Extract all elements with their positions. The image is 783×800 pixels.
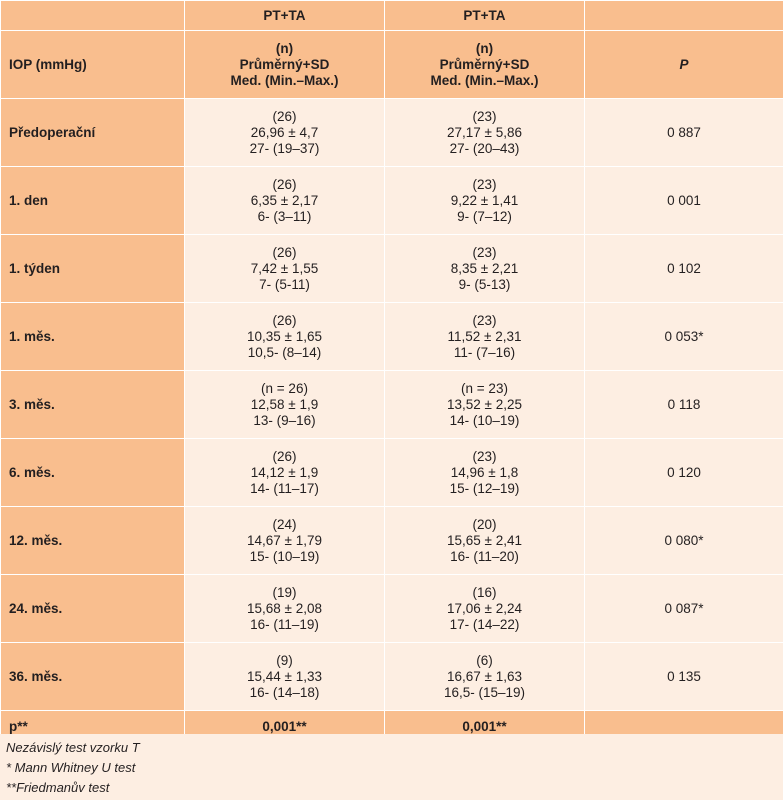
- table-row: [1, 575, 783, 643]
- footer-group1: 0,001**: [185, 711, 385, 743]
- row-label: 1. den: [1, 167, 185, 235]
- cell-median-range: 27- (20–43): [449, 140, 520, 156]
- note-t-test: Nezávislý test vzorku T: [6, 740, 140, 755]
- note-friedman: **Friedmanův test: [6, 780, 110, 795]
- cell-mean-sd: 16,67 ± 1,63: [447, 668, 522, 684]
- cell-median-range: 16- (11–20): [450, 548, 519, 564]
- stats-line-mean: Průměrný+SD: [439, 56, 530, 72]
- cell-mean-sd: 27,17 ± 5,86: [447, 124, 522, 140]
- cell-median-range: 16- (11–19): [250, 616, 319, 632]
- cell-group1: [185, 99, 385, 167]
- cell-median-range: 15- (10–19): [249, 548, 320, 564]
- cell-mean-sd: 13,52 ± 2,25: [447, 396, 522, 412]
- cell-mean-sd: 14,12 ± 1,9: [250, 464, 319, 480]
- cell-median-range: 13- (9–16): [253, 412, 316, 428]
- cell-mean-sd: 7,42 ± 1,55: [250, 260, 319, 276]
- cell-mean-sd: 11,52 ± 2,31: [447, 328, 522, 344]
- cell-median-range: 11- (7–16): [453, 344, 516, 360]
- cell-group2: [385, 575, 585, 643]
- cell-n: (n = 26): [261, 380, 308, 396]
- cell-median-range: 7- (5-11): [259, 276, 310, 292]
- row-label: 24. měs.: [1, 575, 185, 643]
- stats-line-mean: Průměrný+SD: [239, 56, 330, 72]
- cell-group1: [185, 303, 385, 371]
- header-group1: PT+TA: [185, 1, 385, 31]
- footer-label: p**: [1, 711, 185, 743]
- table-row: [1, 303, 783, 371]
- header-p-label: P: [585, 31, 783, 99]
- cell-median-range: 10,5- (8–14): [247, 344, 322, 360]
- cell-group2: [385, 643, 585, 711]
- header-empty-cell: [1, 1, 185, 31]
- data-rows: [1, 99, 783, 711]
- cell-n: (26): [272, 312, 297, 328]
- cell-n: (26): [272, 108, 297, 124]
- table-row: [1, 167, 783, 235]
- cell-n: (n = 23): [461, 380, 508, 396]
- cell-mean-sd: 26,96 ± 4,7: [250, 124, 319, 140]
- cell-median-range: 16- (14–18): [249, 684, 320, 700]
- cell-n: (19): [272, 584, 297, 600]
- cell-median-range: 9- (5-13): [458, 276, 511, 292]
- header-row-groups: [1, 1, 783, 31]
- cell-n: (24): [272, 516, 297, 532]
- cell-p-value: 0 120: [585, 439, 783, 507]
- cell-p-value: 0 135: [585, 643, 783, 711]
- row-label: 1. měs.: [1, 303, 185, 371]
- cell-median-range: 15- (12–19): [449, 480, 520, 496]
- header-row-stats: [1, 31, 783, 99]
- header-iop-label: IOP (mmHg): [1, 31, 185, 99]
- cell-n: (9): [276, 652, 293, 668]
- cell-median-range: 17- (14–22): [449, 616, 520, 632]
- cell-n: (26): [272, 244, 297, 260]
- table-row: [1, 643, 783, 711]
- table-row: [1, 371, 783, 439]
- cell-n: (26): [272, 448, 297, 464]
- cell-mean-sd: 14,96 ± 1,8: [450, 464, 519, 480]
- cell-median-range: 9- (7–12): [457, 208, 512, 224]
- cell-mean-sd: 15,68 ± 2,08: [247, 600, 322, 616]
- cell-group2: [385, 439, 585, 507]
- cell-group2: [385, 167, 585, 235]
- cell-group2: [385, 303, 585, 371]
- cell-group1: [185, 575, 385, 643]
- cell-median-range: 14- (10–19): [449, 412, 520, 428]
- stats-line-median: Med. (Min.–Max.): [230, 72, 339, 88]
- cell-n: (23): [472, 244, 497, 260]
- cell-mean-sd: 6,35 ± 2,17: [250, 192, 319, 208]
- table-row: [1, 507, 783, 575]
- cell-n: (6): [476, 652, 493, 668]
- header-group2: PT+TA: [385, 1, 585, 31]
- cell-group2: [385, 235, 585, 303]
- cell-median-range: 27- (19–37): [249, 140, 320, 156]
- header-stats-group2: [385, 31, 585, 99]
- row-label: 6. měs.: [1, 439, 185, 507]
- cell-mean-sd: 14,67 ± 1,79: [247, 532, 322, 548]
- cell-mean-sd: 15,44 ± 1,33: [247, 668, 322, 684]
- cell-n: (23): [472, 176, 497, 192]
- cell-group1: [185, 439, 385, 507]
- cell-group2: [385, 99, 585, 167]
- row-label: Předoperační: [1, 99, 185, 167]
- cell-n: (23): [472, 448, 497, 464]
- cell-mean-sd: 8,35 ± 2,21: [450, 260, 519, 276]
- cell-group2: [385, 371, 585, 439]
- cell-mean-sd: 12,58 ± 1,9: [250, 396, 319, 412]
- table-row: [1, 235, 783, 303]
- cell-group1: [185, 167, 385, 235]
- row-label: 36. měs.: [1, 643, 185, 711]
- cell-n: (23): [472, 108, 497, 124]
- cell-p-value: 0 118: [585, 371, 783, 439]
- row-label: 3. měs.: [1, 371, 185, 439]
- table-notes: [0, 734, 783, 800]
- cell-group1: [185, 235, 385, 303]
- cell-p-value: 0 053*: [585, 303, 783, 371]
- cell-group1: [185, 643, 385, 711]
- cell-group1: [185, 371, 385, 439]
- footer-group2: 0,001**: [385, 711, 585, 743]
- cell-n: (20): [472, 516, 497, 532]
- row-label: 1. týden: [1, 235, 185, 303]
- stats-line-n: (n): [275, 40, 294, 56]
- cell-p-value: 0 087*: [585, 575, 783, 643]
- header-stats-group1: [185, 31, 385, 99]
- cell-mean-sd: 9,22 ± 1,41: [450, 192, 519, 208]
- table-row: [1, 439, 783, 507]
- cell-n: (23): [472, 312, 497, 328]
- cell-mean-sd: 10,35 ± 1,65: [247, 328, 322, 344]
- header-empty-p-cell: [585, 1, 783, 31]
- cell-p-value: 0 887: [585, 99, 783, 167]
- cell-p-value: 0 102: [585, 235, 783, 303]
- cell-p-value: 0 080*: [585, 507, 783, 575]
- cell-median-range: 14- (11–17): [250, 480, 319, 496]
- cell-n: (26): [272, 176, 297, 192]
- row-label: 12. měs.: [1, 507, 185, 575]
- cell-group1: [185, 507, 385, 575]
- cell-median-range: 16,5- (15–19): [443, 684, 526, 700]
- table-row: [1, 99, 783, 167]
- cell-mean-sd: 17,06 ± 2,24: [447, 600, 522, 616]
- stats-line-median: Med. (Min.–Max.): [430, 72, 539, 88]
- cell-group2: [385, 507, 585, 575]
- cell-n: (16): [472, 584, 497, 600]
- stats-line-n: (n): [475, 40, 494, 56]
- cell-p-value: 0 001: [585, 167, 783, 235]
- cell-mean-sd: 15,65 ± 2,41: [447, 532, 522, 548]
- cell-median-range: 6- (3–11): [257, 208, 312, 224]
- note-mann-whitney: * Mann Whitney U test: [6, 760, 136, 775]
